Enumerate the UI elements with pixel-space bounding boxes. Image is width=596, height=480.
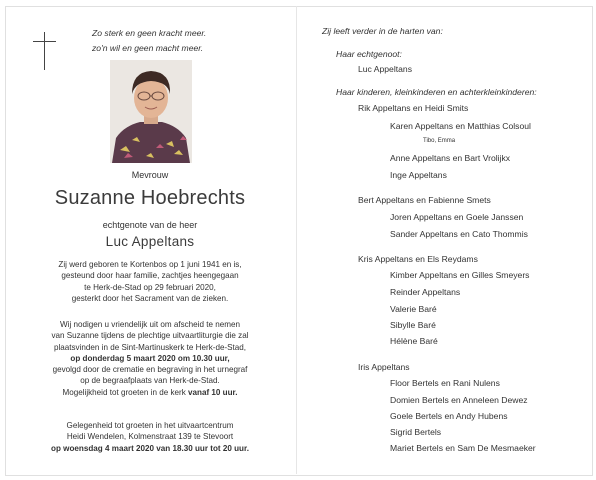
family-member: Domien Bertels en Anneleen Dewez — [390, 395, 528, 405]
after-line: op de begraafplaats van Herk-de-Stad. — [80, 376, 220, 386]
intro-text: Zij leeft verder in de harten van: — [322, 26, 443, 36]
invite-line: Wij nodigen u vriendelijk uit om afscheid te nemen — [60, 320, 240, 329]
family-member: Sibylle Baré — [390, 320, 436, 330]
family-member: Sander Appeltans en Cato Thommis — [390, 229, 528, 239]
quote-line-2: zo'n wil en geen macht meer. — [92, 43, 204, 53]
visitation-line: Gelegenheid tot groeten in het uitvaartcentrum — [66, 421, 234, 430]
family-head: Iris Appeltans — [358, 362, 410, 372]
family-member: Reinder Appeltans — [390, 287, 461, 297]
visitation-paragraph — [20, 420, 280, 454]
family-member: Goele Bertels en Andy Hubens — [390, 411, 508, 421]
portrait-photo — [110, 60, 192, 163]
family-member: Valerie Baré — [390, 304, 437, 314]
birth-paragraph — [20, 259, 280, 304]
children-label: Haar kinderen, kleinkinderen en achterkleinkinderen: — [336, 87, 537, 97]
family-member: Anne Appeltans en Bart Vrolijkx — [390, 153, 511, 163]
family-member: Mariet Bertels en Sam De Mesmaeker — [390, 443, 536, 453]
spouse-label: Haar echtgenoot: — [336, 49, 402, 59]
family-member: Floor Bertels en Rani Nulens — [390, 378, 500, 388]
relation-text: echtgenote van de heer — [102, 220, 198, 230]
deceased-name: Suzanne Hoebrechts — [54, 187, 246, 209]
husband-name: Luc Appeltans — [105, 234, 195, 249]
greeting-church-line — [20, 387, 280, 398]
family-member: Inge Appeltans — [390, 170, 447, 180]
invite-line: plaatsvinden in de Sint-Martinuskerk te Herk-de-Stad, — [53, 342, 247, 352]
funeral-date: op donderdag 5 maart 2020 om 10.30 uur, — [70, 353, 230, 363]
family-member: Hélène Baré — [390, 336, 438, 346]
invite-line: van Suzanne tijdens de plechtige uitvaartliturgie die zal — [51, 331, 249, 341]
spouse-name: Luc Appeltans — [358, 64, 412, 74]
after-line: gevolgd door de crematie en begraving in het urnegraf — [52, 365, 248, 375]
quote-line-1: Zo sterk en geen kracht meer. — [92, 28, 207, 38]
family-member: Kimber Appeltans en Gilles Smeyers — [390, 270, 530, 280]
birth-line: Zij werd geboren te Kortenbos op 1 juni 1941 en is, — [58, 260, 242, 269]
family-member: Sigrid Bertels — [390, 427, 442, 437]
birth-line: te Herk-de-Stad op 29 februari 2020, — [84, 282, 216, 292]
greeting-church-time: vanaf 10 uur. — [188, 387, 238, 397]
family-member: Karen Appeltans en Matthias Colsoul — [390, 121, 531, 131]
family-head: Kris Appeltans en Els Reydams — [358, 254, 478, 264]
great-grandchildren: Tibo, Emma — [423, 138, 456, 144]
visitation-date: op woensdag 4 maart 2020 van 18.30 uur tot 20 uur. — [51, 443, 249, 453]
title-word: Mevrouw — [131, 170, 169, 180]
cross-icon-bar — [33, 41, 56, 42]
birth-line: gesterkt door het Sacrament van de zieken. — [71, 293, 229, 303]
visitation-line: Heidi Wendelen, Kolmenstraat 139 te Stevoort — [66, 432, 234, 442]
cross-icon — [44, 32, 45, 70]
family-member: Joren Appeltans en Goele Janssen — [390, 212, 524, 222]
greeting-church-text: Mogelijkheid tot groeten in de kerk — [62, 387, 189, 397]
family-head: Rik Appeltans en Heidi Smits — [358, 103, 469, 113]
birth-line: gesteund door haar familie, zachtjes heengegaan — [61, 271, 239, 281]
funeral-paragraph — [20, 319, 280, 398]
family-head: Bert Appeltans en Fabienne Smets — [358, 195, 491, 205]
